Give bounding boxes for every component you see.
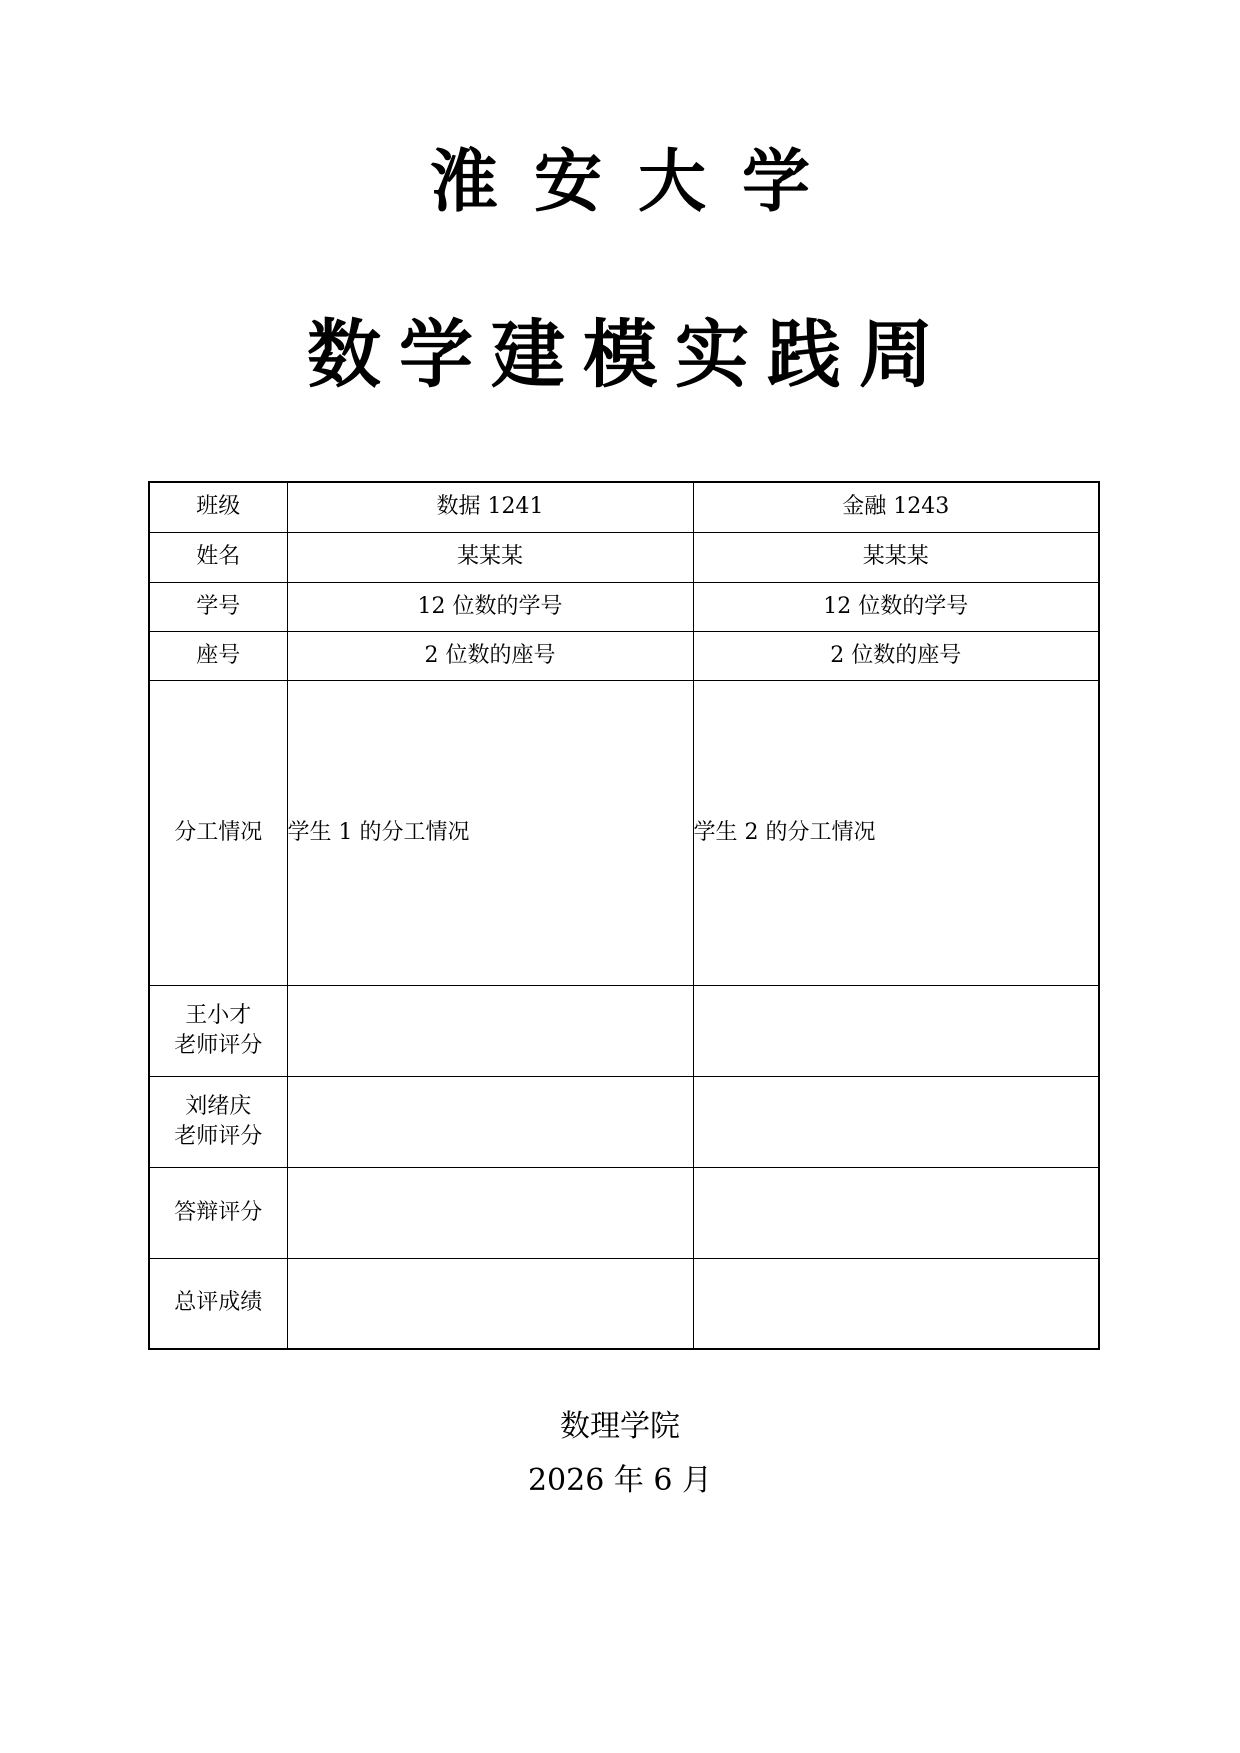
student2-name: 某某某 (693, 532, 1099, 582)
table-row-name (149, 532, 1099, 582)
teacher1-score-label: 老师评分 (174, 1032, 263, 1058)
student2-seat: 2 位数的座号 (693, 631, 1099, 680)
label-total-score: 总评成绩 (149, 1258, 287, 1349)
table-row-division (149, 680, 1099, 985)
label-seat: 座号 (149, 631, 287, 680)
student1-class: 数据 1241 (287, 482, 693, 532)
label-division: 分工情况 (149, 680, 287, 985)
student2-student-id: 12 位数的学号 (693, 582, 1099, 631)
student1-name: 某某某 (287, 532, 693, 582)
label-student-id: 学号 (149, 582, 287, 631)
table-row-student-id (149, 582, 1099, 631)
student2-division: 学生 2 的分工情况 (693, 680, 1099, 985)
table-row-defense-score (149, 1167, 1099, 1258)
student-info-table (148, 481, 1100, 1350)
table-row-total-score (149, 1258, 1099, 1349)
student2-teacher1-score[interactable] (693, 985, 1099, 1076)
table-row-class (149, 482, 1099, 532)
course-title: 数学建模实践周 (307, 312, 951, 398)
table-row-teacher1-score (149, 985, 1099, 1076)
student2-total-score[interactable] (693, 1258, 1099, 1349)
report-date: 2026 年 6 月 (527, 1463, 713, 1498)
student1-student-id: 12 位数的学号 (287, 582, 693, 631)
department-name: 数理学院 (560, 1409, 680, 1444)
label-teacher1-score (149, 985, 287, 1076)
student1-total-score[interactable] (287, 1258, 693, 1349)
student1-seat: 2 位数的座号 (287, 631, 693, 680)
teacher2-score-label: 老师评分 (174, 1123, 263, 1149)
student1-division: 学生 1 的分工情况 (287, 680, 693, 985)
student1-teacher2-score[interactable] (287, 1076, 693, 1167)
label-class: 班级 (149, 482, 287, 532)
student1-teacher1-score[interactable] (287, 985, 693, 1076)
teacher1-name: 王小才 (185, 1002, 252, 1028)
student2-defense-score[interactable] (693, 1167, 1099, 1258)
university-title: 淮安大学 (429, 142, 846, 222)
teacher2-name: 刘绪庆 (185, 1093, 252, 1119)
label-teacher2-score (149, 1076, 287, 1167)
student1-defense-score[interactable] (287, 1167, 693, 1258)
label-defense-score: 答辩评分 (149, 1167, 287, 1258)
table-row-teacher2-score (149, 1076, 1099, 1167)
student2-teacher2-score[interactable] (693, 1076, 1099, 1167)
label-name: 姓名 (149, 532, 287, 582)
table-row-seat (149, 631, 1099, 680)
student2-class: 金融 1243 (693, 482, 1099, 532)
